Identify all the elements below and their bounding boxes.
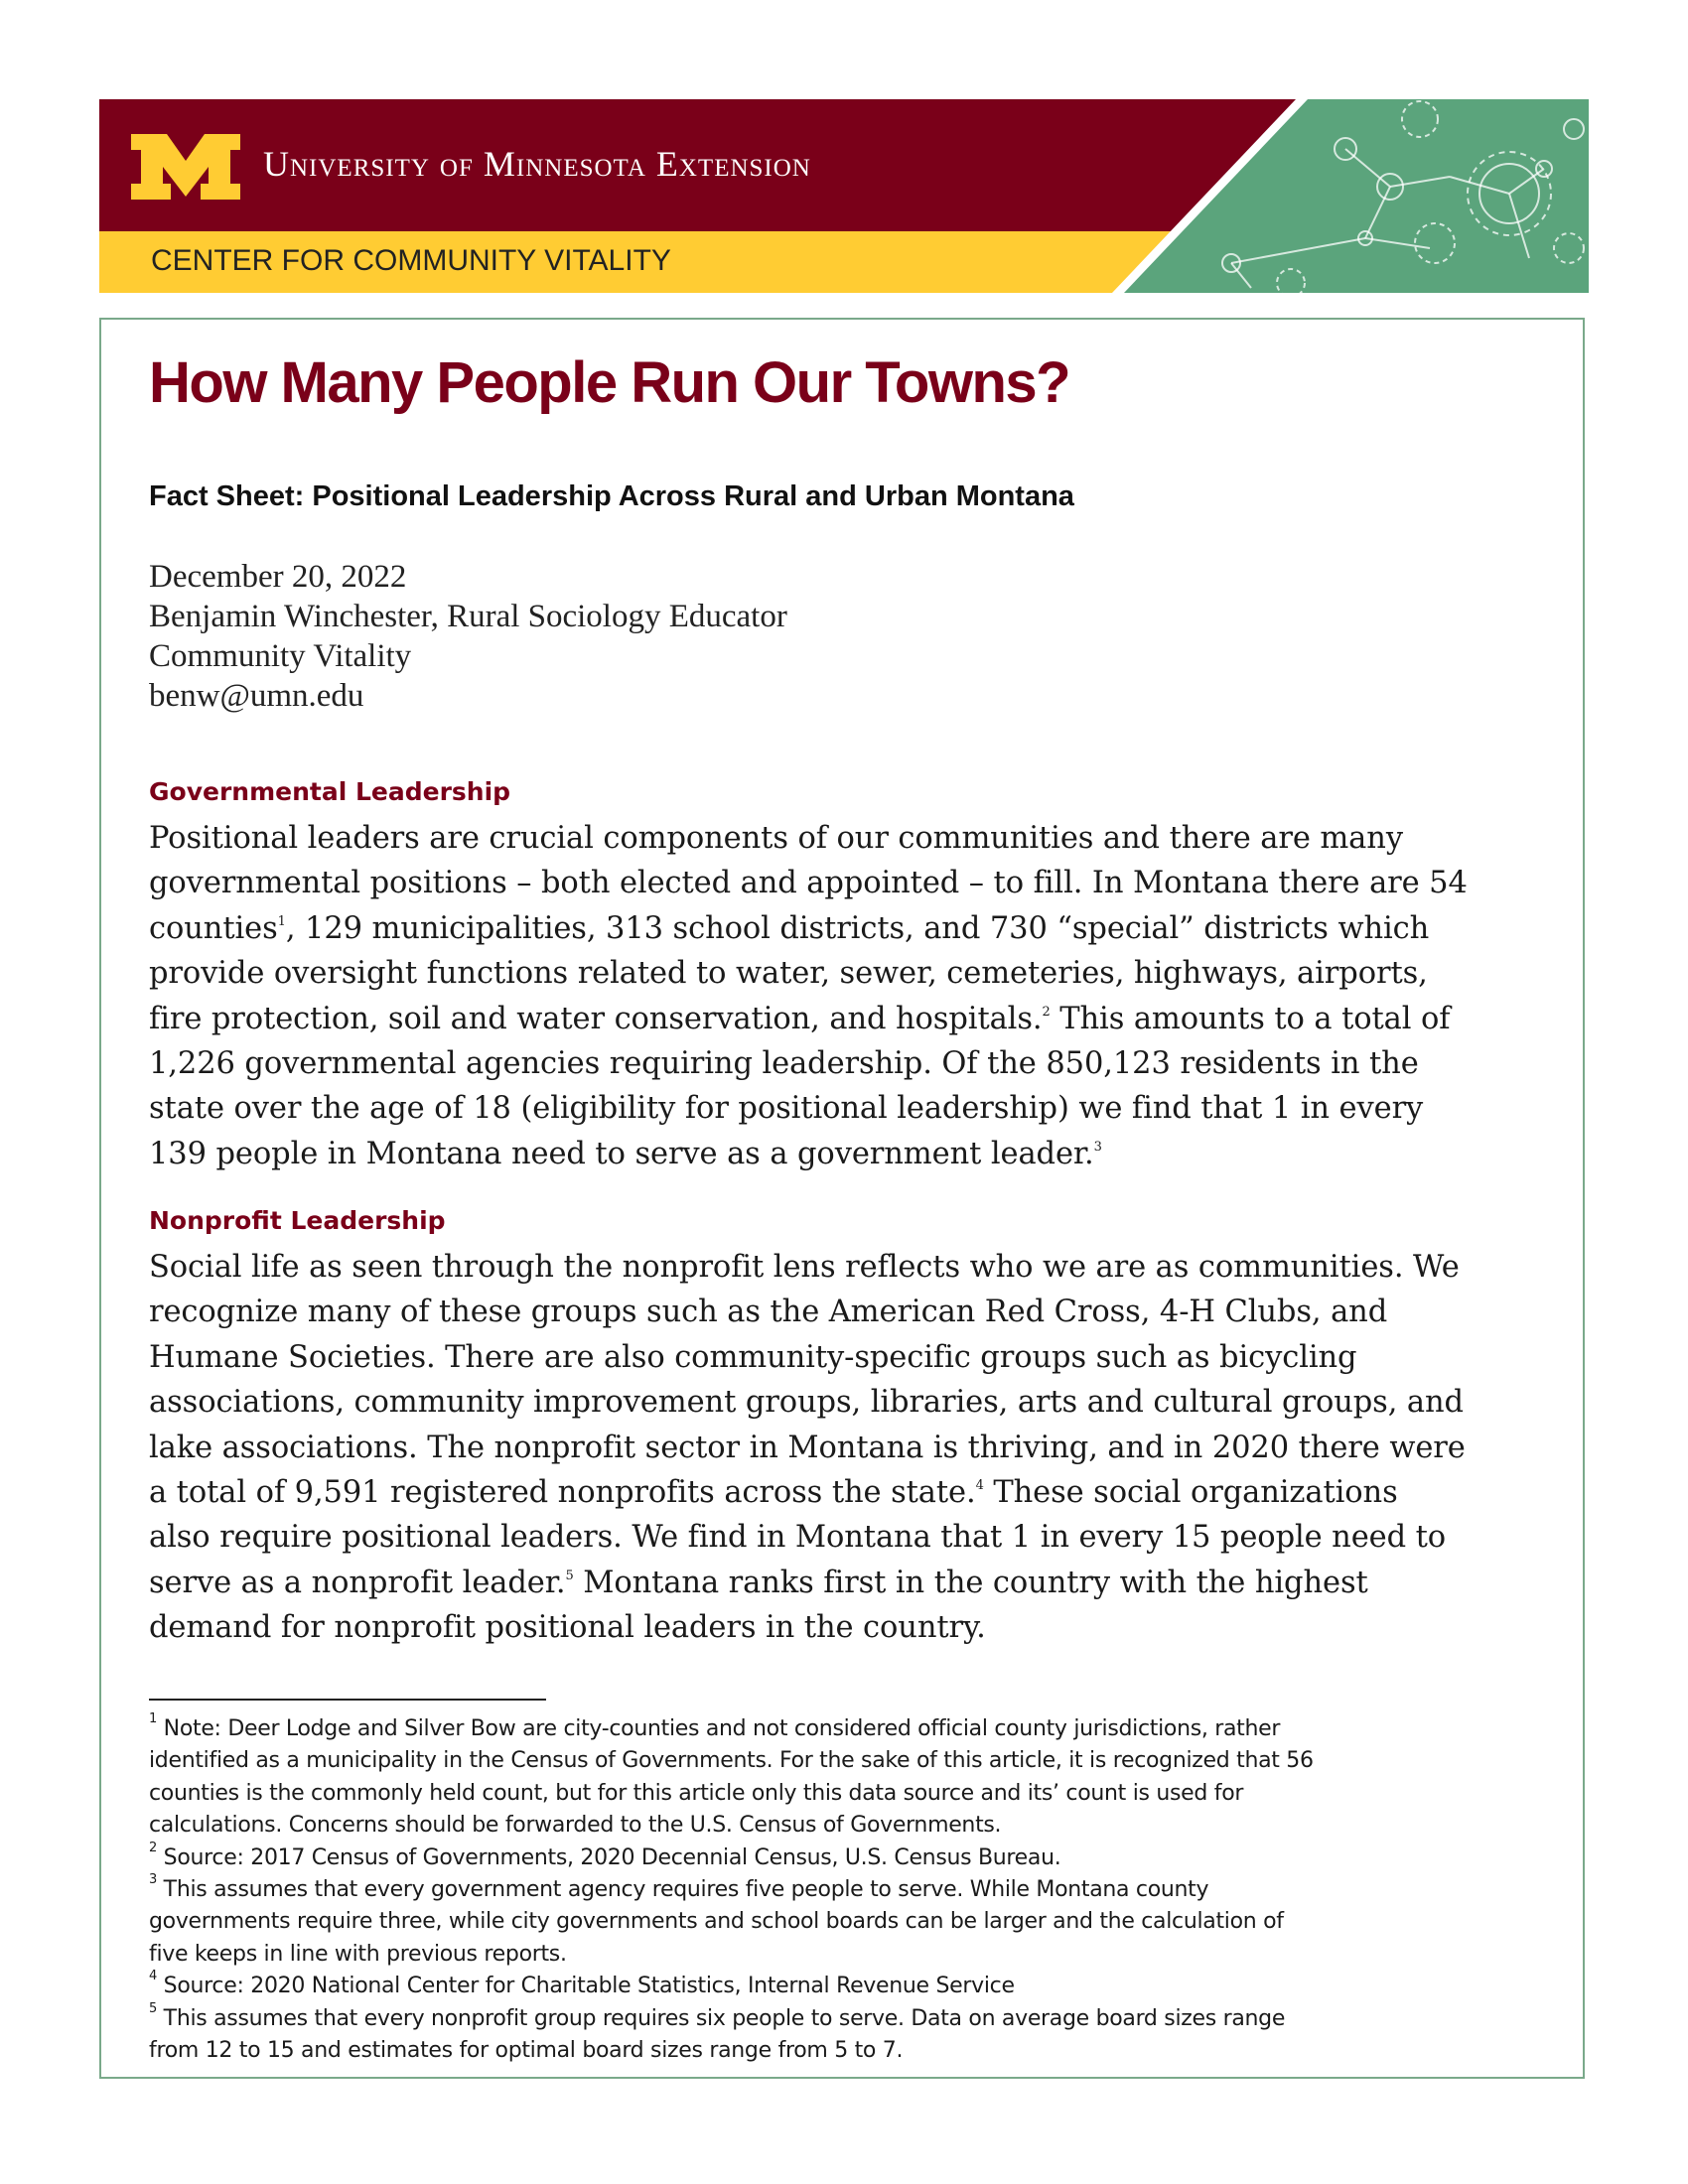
footnote-line: from 12 to 15 and estimates for optimal board sizes range from 5 to 7. [149, 2038, 904, 2064]
footnote-line: $^4$ Source: 2020 National Center for Charitable Statistics, Internal Revenue Service [149, 1969, 1015, 1999]
paragraph-line: state over the age of 18 (eligibility for positional leadership) we find that 1 in every [149, 1091, 1424, 1127]
author-block [149, 557, 787, 716]
footnote-line: governments require three, while city governments and school boards can be larger and the calculation of [149, 1909, 1284, 1935]
footnote-line: calculations. Concerns should be forwarded to the U.S. Census of Governments. [149, 1813, 1002, 1839]
footnote-line: identified as a municipality in the Census of Governments. For the sake of this article, it is recognized that 56 [149, 1748, 1314, 1774]
paragraph-line: serve as a nonprofit leader.$^5$ Montana ranks first in the country with the highest [149, 1565, 1368, 1600]
paragraph-line: 1,226 governmental agencies requiring leadership. Of the 850,123 residents in the [149, 1046, 1419, 1082]
header-banner [99, 99, 1589, 293]
page-title: How Many People Run Our Towns? [149, 350, 1070, 415]
paragraph-line: lake associations. The nonprofit sector in Montana is thriving, and in 2020 there were [149, 1430, 1466, 1465]
footnote-divider [149, 1699, 546, 1701]
footnote-line: $^2$ Source: 2017 Census of Governments, 2020 Decennial Census, U.S. Census Bureau. [149, 1840, 1061, 1870]
footnotes [149, 1713, 1539, 2067]
paragraph-line: a total of 9,591 registered nonprofits across the state.$^4$ These social organizations [149, 1475, 1398, 1511]
paragraph-line: also require positional leaders. We find in Montana that 1 in every 15 people need to [149, 1520, 1447, 1556]
org-name: University of Minnesota Extension [263, 144, 811, 184]
center-name: CENTER FOR COMMUNITY VITALITY [151, 244, 671, 277]
paragraph-line: Social life as seen through the nonprofit lens reflects who we are as communities. We [149, 1250, 1460, 1285]
nonprofit-paragraph [149, 1245, 1539, 1651]
paragraph-line: demand for nonprofit positional leaders in the country. [149, 1610, 986, 1646]
footnote-ref-5: 5 [565, 1568, 574, 1583]
footnote-ref-2: 2 [1042, 1004, 1051, 1020]
footnote-line: $^1$ Note: Deer Lodge and Silver Bow are city-counties and not considered official county jurisdictions, rather [149, 1711, 1281, 1741]
footnote-line: counties is the commonly held count, but for this article only this data source and its’ count is used for [149, 1780, 1244, 1806]
author-email: benw@umn.edu [149, 678, 364, 714]
paragraph-line: Positional leaders are crucial components of our communities and there are many [149, 821, 1403, 856]
section-heading-governmental: Governmental Leadership [149, 777, 511, 806]
author-name: Benjamin Winchester, Rural Sociology Educator [149, 599, 787, 634]
footnote-ref-4: 4 [975, 1478, 984, 1494]
paragraph-line: recognize many of these groups such as the American Red Cross, 4-H Clubs, and [149, 1295, 1388, 1330]
governmental-paragraph [149, 816, 1539, 1176]
paragraph-line: Humane Societies. There are also community-specific groups such as bicycling [149, 1339, 1357, 1375]
footnote-ref-3: 3 [1093, 1139, 1102, 1155]
footnote-ref-1: 1 [277, 913, 286, 929]
paragraph-line: fire protection, soil and water conservation, and hospitals.$^2$ This amounts to a total of [149, 1001, 1451, 1036]
university-logo-icon [131, 134, 240, 200]
paragraph-line: counties$^1$, 129 municipalities, 313 school districts, and 730 “special” districts which [149, 910, 1430, 946]
publication-date: December 20, 2022 [149, 559, 407, 595]
section-heading-nonprofit: Nonprofit Leadership [149, 1206, 446, 1235]
footnote-line: $^3$ This assumes that every government agency requires five people to serve. While Montana county [149, 1872, 1209, 1903]
paragraph-line: governmental positions – both elected and appointed – to fill. In Montana there are 54 [149, 866, 1468, 901]
author-unit: Community Vitality [149, 638, 412, 674]
footnote-line: $^5$ This assumes that every nonprofit group requires six people to serve. Data on average board sizes range [149, 2000, 1286, 2031]
paragraph-line: 139 people in Montana need to serve as a government leader.$^3$ [149, 1136, 1102, 1171]
paragraph-line: associations, community improvement groups, libraries, arts and cultural groups, and [149, 1385, 1464, 1421]
page-subtitle: Fact Sheet: Positional Leadership Across Rural and Urban Montana [149, 480, 1074, 512]
footnote-line: five keeps in line with previous reports. [149, 1941, 567, 1967]
paragraph-line: provide oversight functions related to water, sewer, cemeteries, highways, airports, [149, 956, 1428, 992]
